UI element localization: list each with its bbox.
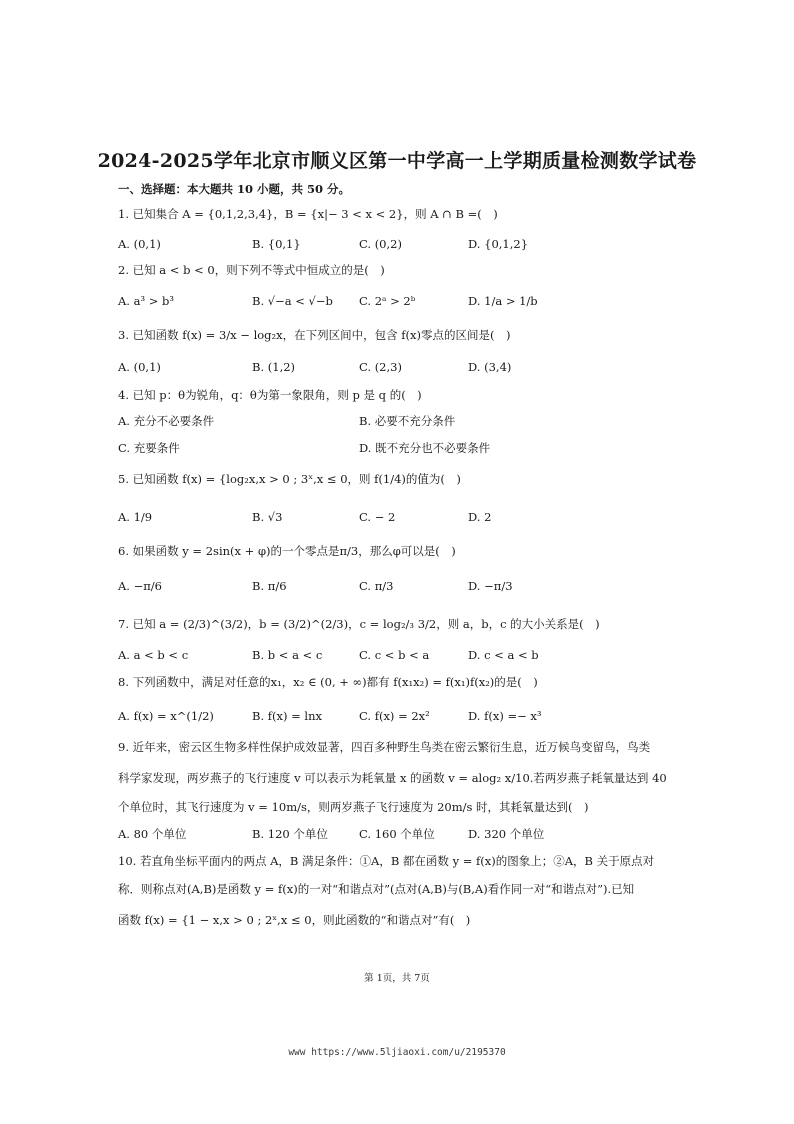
q5-option-b: B. √3	[252, 510, 283, 524]
q2-option-a: A. a³ > b³	[118, 294, 175, 308]
q5-option-c: C. − 2	[359, 510, 396, 524]
question-1-stem: 1. 已知集合 A = {0,1,2,3,4}，B = {x|− 3 < x < 2}，则 A ∩ B =( )	[118, 207, 498, 221]
q9-option-c: C. 160 个单位	[359, 827, 435, 841]
q4-option-b: B. 必要不充分条件	[359, 414, 456, 428]
q6-option-c: C. π/3	[359, 579, 394, 593]
q2-option-b: B. √−a < √−b	[252, 294, 333, 308]
q1-option-c: C. (0,2)	[359, 237, 402, 251]
q5-option-d: D. 2	[468, 510, 492, 524]
q2-option-d: D. 1/a > 1/b	[468, 294, 538, 308]
page-title: 2024-2025学年北京市顺义区第一中学高一上学期质量检测数学试卷	[97, 150, 697, 172]
q5-option-a: A. 1/9	[118, 510, 153, 524]
question-7-stem: 7. 已知 a = (2/3)^(3/2)，b = (3/2)^(2/3)，c = log₂/₃ 3/2，则 a，b，c 的大小关系是( )	[118, 617, 600, 631]
question-2-stem: 2. 已知 a < b < 0，则下列不等式中恒成立的是( )	[118, 263, 385, 277]
q7-option-d: D. c < a < b	[468, 648, 539, 662]
q1-option-d: D. {0,1,2}	[468, 237, 529, 251]
watermark-url[interactable]: www https://www.5ljiaoxi.com/u/2195370	[288, 1047, 506, 1058]
question-10-line-2: 称．则称点对(A,B)是函数 y = f(x)的一对“和谐点对”(点对(A,B)与(B,A)看作同一对“和谐点对”).已知	[118, 882, 635, 896]
question-9-line-3: 个单位时，其飞行速度为 v = 10m/s，则两岁燕子飞行速度为 20m/s 时，其耗氧量达到( )	[118, 800, 589, 814]
q2-option-c: C. 2ᵃ > 2ᵇ	[359, 294, 416, 308]
question-5-stem: 5. 已知函数 f(x) = {log₂x,x > 0 ; 3ˣ,x ≤ 0，则 f(1/4)的值为( )	[118, 472, 461, 486]
q7-option-a: A. a < b < c	[118, 648, 189, 662]
q9-option-a: A. 80 个单位	[118, 827, 187, 841]
q3-option-d: D. (3,4)	[468, 360, 512, 374]
q8-option-d: D. f(x) =− x³	[468, 709, 542, 723]
q8-option-a: A. f(x) = x^(1/2)	[118, 709, 214, 723]
q6-option-d: D. −π/3	[468, 579, 513, 593]
question-9-line-1: 9. 近年来，密云区生物多样性保护成效显著，四百多种野生鸟类在密云繁衍生息，近万候鸟变留鸟，鸟类	[118, 740, 651, 754]
q6-option-a: A. −π/6	[118, 579, 163, 593]
q3-option-b: B. (1,2)	[252, 360, 296, 374]
question-6-stem: 6. 如果函数 y = 2sin(x + φ)的一个零点是π/3，那么φ可以是( )	[118, 544, 456, 558]
q8-option-c: C. f(x) = 2x²	[359, 709, 430, 723]
q4-option-c: C. 充要条件	[118, 441, 180, 455]
q3-option-c: C. (2,3)	[359, 360, 402, 374]
q7-option-b: B. b < a < c	[252, 648, 323, 662]
question-10-line-3: 函数 f(x) = {1 − x,x > 0 ; 2ˣ,x ≤ 0，则此函数的“和谐点对”有( )	[118, 913, 471, 927]
section-heading: 一、选择题：本大题共 10 小题，共 50 分。	[118, 182, 351, 196]
q3-option-a: A. (0,1)	[118, 360, 161, 374]
q1-option-a: A. (0,1)	[118, 237, 161, 251]
question-10-line-1: 10. 若直角坐标平面内的两点 A，B 满足条件：①A，B 都在函数 y = f(x)的图象上；②A，B 关于原点对	[118, 854, 655, 868]
q7-option-c: C. c < b < a	[359, 648, 430, 662]
page-footer: 第 1页，共 7页	[364, 973, 430, 984]
question-9-line-2: 科学家发现，两岁燕子的飞行速度 v 可以表示为耗氧量 x 的函数 v = alog₂ x/10.若两岁燕子耗氧量达到 40	[118, 771, 667, 785]
q8-option-b: B. f(x) = lnx	[252, 709, 322, 723]
q1-option-b: B. {0,1}	[252, 237, 301, 251]
question-4-stem: 4. 已知 p：θ为锐角，q：θ为第一象限角，则 p 是 q 的( )	[118, 388, 422, 402]
q4-option-a: A. 充分不必要条件	[118, 414, 215, 428]
q9-option-d: D. 320 个单位	[468, 827, 545, 841]
q4-option-d: D. 既不充分也不必要条件	[359, 441, 491, 455]
q6-option-b: B. π/6	[252, 579, 287, 593]
question-8-stem: 8. 下列函数中，满足对任意的x₁，x₂ ∈ (0, + ∞)都有 f(x₁x₂) = f(x₁)f(x₂)的是( )	[118, 675, 538, 689]
question-3-stem: 3. 已知函数 f(x) = 3/x − log₂x，在下列区间中，包含 f(x)零点的区间是( )	[118, 328, 511, 342]
q9-option-b: B. 120 个单位	[252, 827, 328, 841]
